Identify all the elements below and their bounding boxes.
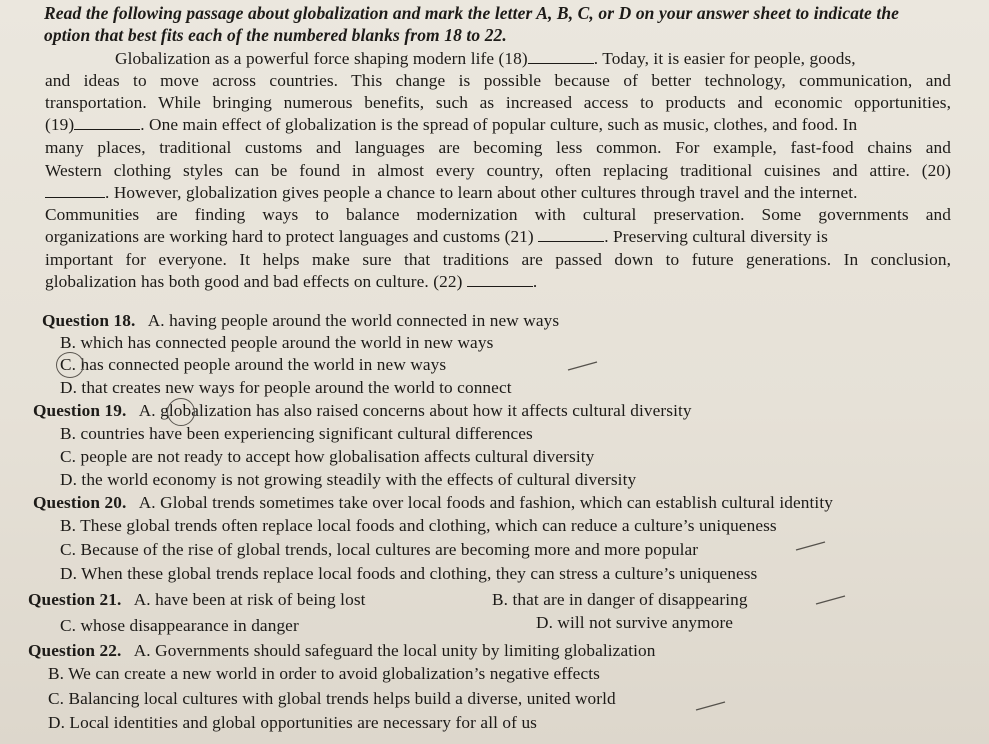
question-20-row bbox=[33, 492, 833, 514]
question-20-option-b[interactable]: B. These global trends often replace local foods and clothing, which can reduce a culture’s uniqueness bbox=[60, 516, 777, 535]
question-20-option-a[interactable]: A. Global trends sometimes take over local foods and fashion, which can establish cultural identity bbox=[138, 493, 833, 512]
question-19-row bbox=[33, 400, 692, 422]
question-21-option-a[interactable]: A. have been at risk of being lost bbox=[133, 590, 366, 609]
passage-text: . bbox=[532, 272, 538, 291]
question-22-row bbox=[28, 640, 656, 662]
question-21-label: Question 21. bbox=[28, 590, 122, 609]
passage-line-10: important for everyone. It helps make sure that traditions are passed down to future generations. In conclusion, bbox=[45, 250, 951, 269]
question-22-option-c[interactable]: C. Balancing local cultures with global trends helps build a diverse, united world bbox=[48, 689, 616, 708]
pencil-tick-mark bbox=[795, 540, 827, 552]
question-18-label: Question 18. bbox=[42, 311, 136, 330]
pencil-tick-mark bbox=[815, 594, 847, 606]
passage-text: . One main effect of globalization is the spread of popular culture, such as music, clothes, and food. In bbox=[140, 115, 858, 134]
passage-line-1 bbox=[115, 48, 951, 70]
passage-line-5: many places, traditional customs and languages are becoming less common. For example, fast-food chains and bbox=[45, 138, 951, 157]
pencil-tick-mark bbox=[695, 700, 727, 712]
question-22-option-b[interactable]: B. We can create a new world in order to avoid globalization’s negative effects bbox=[48, 664, 600, 683]
question-19-label: Question 19. bbox=[33, 401, 127, 420]
question-21-row bbox=[28, 589, 366, 611]
question-20-label: Question 20. bbox=[33, 493, 127, 512]
pencil-tick-mark bbox=[567, 360, 599, 372]
pencil-circle-mark bbox=[167, 398, 195, 426]
question-19-option-d[interactable]: D. the world economy is not growing steadily with the effects of cultural diversity bbox=[60, 470, 637, 489]
blank-22 bbox=[467, 272, 533, 287]
question-18-option-b[interactable]: B. which has connected people around the world in new ways bbox=[60, 333, 494, 352]
question-21-option-c[interactable]: C. whose disappearance in danger bbox=[60, 616, 299, 635]
question-19-option-c[interactable]: C. people are not ready to accept how globalisation affects cultural diversity bbox=[60, 447, 595, 466]
question-19-option-b[interactable]: B. countries have been experiencing significant cultural differences bbox=[60, 424, 533, 443]
blank-21 bbox=[538, 227, 604, 242]
passage-text: (19) bbox=[45, 115, 75, 134]
question-18-row bbox=[42, 310, 559, 332]
passage-line-7 bbox=[45, 182, 858, 204]
passage-text: . Preserving cultural diversity is bbox=[604, 227, 828, 246]
passage-line-6: Western clothing styles can be found in almost every country, often replacing traditional cuisines and attire. (20) bbox=[45, 161, 951, 180]
passage-line-11 bbox=[45, 271, 537, 293]
question-21-option-b[interactable]: B. that are in danger of disappearing bbox=[492, 590, 748, 609]
question-19-option-a[interactable]: A. globalization has also raised concerns about how it affects cultural diversity bbox=[138, 401, 692, 420]
passage-text: organizations are working hard to protect languages and customs (21) bbox=[45, 227, 534, 246]
instruction-line-2: option that best fits each of the numbered blanks from 18 to 22. bbox=[44, 25, 507, 45]
blank-20 bbox=[45, 183, 105, 198]
blank-18 bbox=[528, 49, 594, 64]
question-18-option-c[interactable]: C. has connected people around the world in new ways bbox=[60, 355, 447, 374]
passage-text: globalization has both good and bad effects on culture. (22) bbox=[45, 272, 463, 291]
passage-line-3: transportation. While bringing numerous benefits, such as increased access to products and economic opportunities, bbox=[45, 93, 951, 112]
question-20-option-c[interactable]: C. Because of the rise of global trends, local cultures are becoming more and more popular bbox=[60, 540, 699, 559]
question-22-option-d[interactable]: D. Local identities and global opportunities are necessary for all of us bbox=[48, 713, 538, 732]
passage-line-9 bbox=[45, 226, 828, 248]
question-18-option-a[interactable]: A. having people around the world connected in new ways bbox=[147, 311, 560, 330]
question-20-option-d[interactable]: D. When these global trends replace local foods and clothing, they can stress a culture’s uniqueness bbox=[60, 564, 758, 583]
question-22-label: Question 22. bbox=[28, 641, 122, 660]
passage-line-4 bbox=[45, 114, 857, 136]
instruction-line-1: Read the following passage about globalization and mark the letter A, B, C, or D on your answer sheet to indicate the bbox=[44, 3, 900, 23]
passage-text: . Today, it is easier for people, goods, bbox=[593, 49, 856, 68]
passage-line-2: and ideas to move across countries. This change is possible because of better technology, communication, and bbox=[45, 71, 951, 90]
passage-text: Globalization as a powerful force shaping modern life (18) bbox=[115, 49, 528, 68]
pencil-circle-mark bbox=[56, 352, 84, 378]
blank-19 bbox=[74, 115, 140, 130]
passage-line-8: Communities are finding ways to balance modernization with cultural preservation. Some governments and bbox=[45, 205, 951, 224]
passage-text: . However, globalization gives people a chance to learn about other cultures through travel and the internet. bbox=[105, 183, 858, 202]
question-21-option-d[interactable]: D. will not survive anymore bbox=[536, 613, 734, 632]
question-22-option-a[interactable]: A. Governments should safeguard the local unity by limiting globalization bbox=[133, 641, 656, 660]
question-18-option-d[interactable]: D. that creates new ways for people around the world to connect bbox=[60, 378, 512, 397]
